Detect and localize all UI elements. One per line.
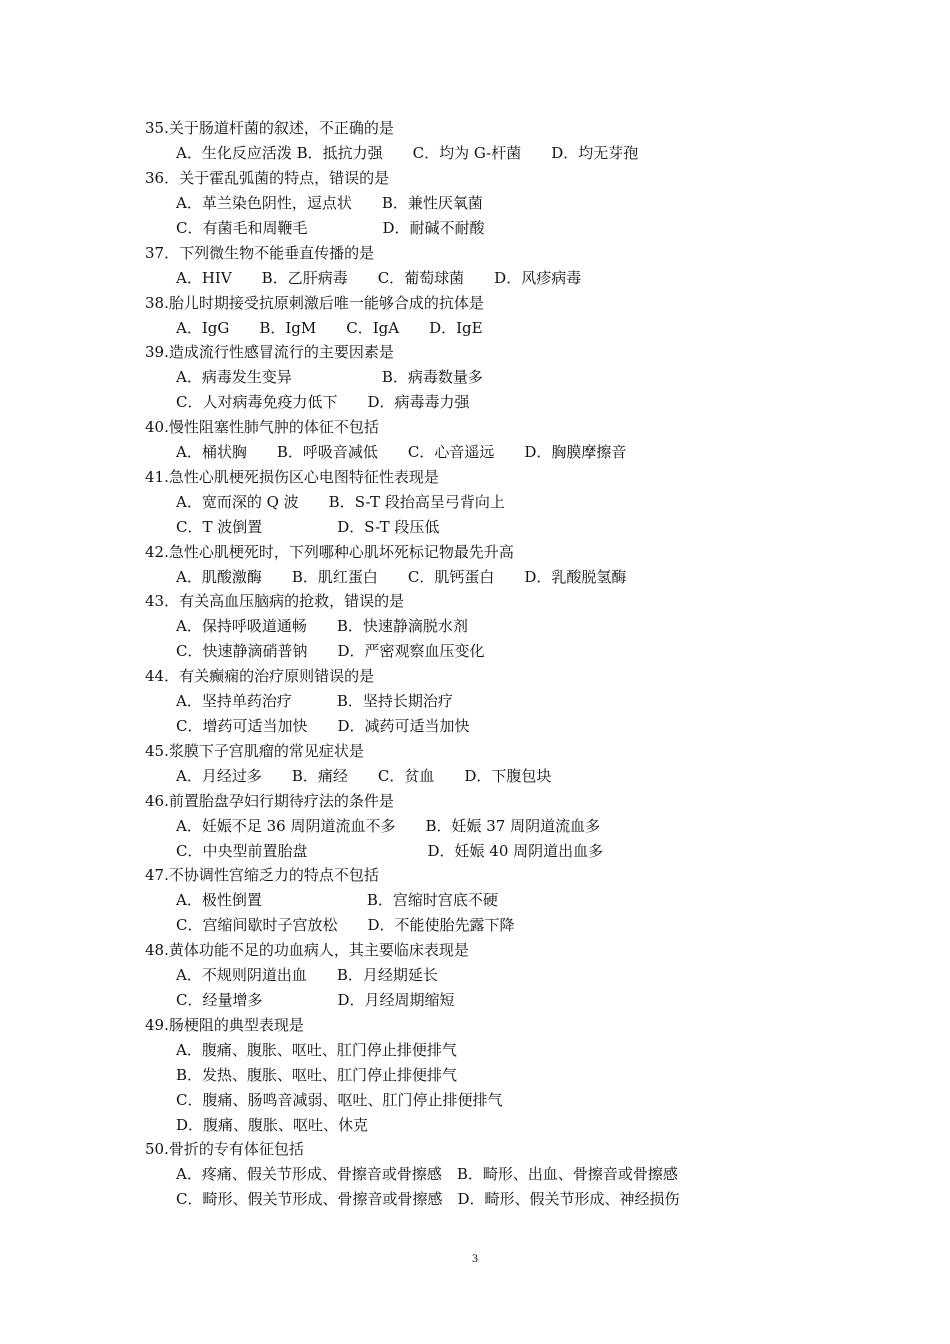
question-43-stem: 43．有关高血压脑病的抢救，错误的是 (145, 592, 405, 610)
question-50-options-cd: C．畸形、假关节形成、骨擦音或骨擦感 D．畸形、假关节形成、神经损伤 (176, 1190, 680, 1208)
question-49-option-a: A．腹痛、腹胀、呕吐、肛门停止排便排气 (176, 1041, 457, 1059)
question-46-options-ab: A．妊娠不足 36 周阴道流血不多 B．妊娠 37 周阴道流血多 (176, 817, 601, 835)
question-36-stem: 36．关于霍乱弧菌的特点，错误的是 (145, 169, 390, 187)
question-43-options-cd: C．快速静滴硝普钠 D．严密观察血压变化 (176, 642, 485, 660)
question-40-stem: 40.慢性阻塞性肺气肿的体征不包括 (145, 418, 379, 436)
question-42-stem: 42.急性心肌梗死时，下列哪种心肌坏死标记物最先升高 (145, 543, 514, 561)
question-48-options-ab: A．不规则阴道出血 B．月经期延长 (176, 966, 438, 984)
page-number: 3 (472, 1251, 478, 1265)
question-39-options-cd: C．人对病毒免疫力低下 D．病毒毒力强 (176, 393, 470, 411)
question-35-stem: 35.关于肠道杆菌的叙述，不正确的是 (145, 119, 394, 137)
question-44-options-ab: A．坚持单药治疗 B．坚持长期治疗 (176, 692, 453, 710)
question-46-stem: 46.前置胎盘孕妇行期待疗法的条件是 (145, 792, 394, 810)
question-44-options-cd: C．增药可适当加快 D．减药可适当加快 (176, 717, 470, 735)
question-50-stem: 50.骨折的专有体征包括 (145, 1140, 304, 1158)
question-47-options-ab: A．极性倒置 B．宫缩时宫底不硬 (176, 891, 498, 909)
question-41-options-cd: C．T 波倒置 D．S-T 段压低 (176, 518, 440, 536)
question-36-options-ab: A．革兰染色阴性，逗点状 B．兼性厌氧菌 (176, 194, 483, 212)
question-46-options-cd: C．中央型前置胎盘 D．妊娠 40 周阴道出血多 (176, 842, 604, 860)
question-44-stem: 44．有关癫痫的治疗原则错误的是 (145, 667, 375, 685)
question-40-options: A．桶状胸 B．呼吸音减低 C．心音遥远 D．胸膜摩擦音 (176, 443, 627, 461)
question-49-option-b: B．发热、腹胀、呕吐、肛门停止排便排气 (176, 1066, 458, 1084)
question-48-stem: 48.黄体功能不足的功血病人，其主要临床表现是 (145, 941, 469, 959)
question-38-stem: 38.胎儿时期接受抗原刺激后唯一能够合成的抗体是 (145, 294, 484, 312)
question-37-stem: 37．下列微生物不能垂直传播的是 (145, 244, 375, 262)
question-36-options-cd: C．有菌毛和周鞭毛 D．耐碱不耐酸 (176, 219, 485, 237)
question-49-option-d: D．腹痛、腹胀、呕吐、休克 (176, 1116, 369, 1134)
question-47-stem: 47.不协调性宫缩乏力的特点不包括 (145, 866, 379, 884)
question-43-options-ab: A．保持呼吸道通畅 B．快速静滴脱水剂 (176, 617, 468, 635)
question-37-options: A．HIV B．乙肝病毒 C．葡萄球菌 D．风疹病毒 (176, 269, 582, 287)
question-45-options: A．月经过多 B．痛经 C．贫血 D．下腹包块 (176, 767, 552, 785)
question-35-options: A．生化反应活泼 B．抵抗力强 C．均为 G-杆菌 D．均无芽孢 (176, 144, 639, 162)
question-49-stem: 49.肠梗阻的典型表现是 (145, 1016, 304, 1034)
question-42-options: A．肌酸激酶 B．肌红蛋白 C．肌钙蛋白 D．乳酸脱氢酶 (176, 568, 627, 586)
question-49-option-c: C．腹痛、肠鸣音减弱、呕吐、肛门停止排便排气 (176, 1091, 503, 1109)
question-48-options-cd: C．经量增多 D．月经周期缩短 (176, 991, 455, 1009)
question-50-options-ab: A．疼痛、假关节形成、骨擦音或骨擦感 B．畸形、出血、骨擦音或骨擦感 (176, 1165, 678, 1183)
question-38-options: A．IgG B．IgM C．IgA D．IgE (176, 319, 483, 337)
question-41-options-ab: A．宽而深的 Q 波 B．S-T 段抬高呈弓背向上 (176, 493, 505, 511)
question-41-stem: 41.急性心肌梗死损伤区心电图特征性表现是 (145, 468, 439, 486)
question-45-stem: 45.浆膜下子宫肌瘤的常见症状是 (145, 742, 364, 760)
question-47-options-cd: C．宫缩间歇时子宫放松 D．不能使胎先露下降 (176, 916, 515, 934)
question-39-stem: 39.造成流行性感冒流行的主要因素是 (145, 343, 394, 361)
question-39-options-ab: A．病毒发生变异 B．病毒数量多 (176, 368, 483, 386)
